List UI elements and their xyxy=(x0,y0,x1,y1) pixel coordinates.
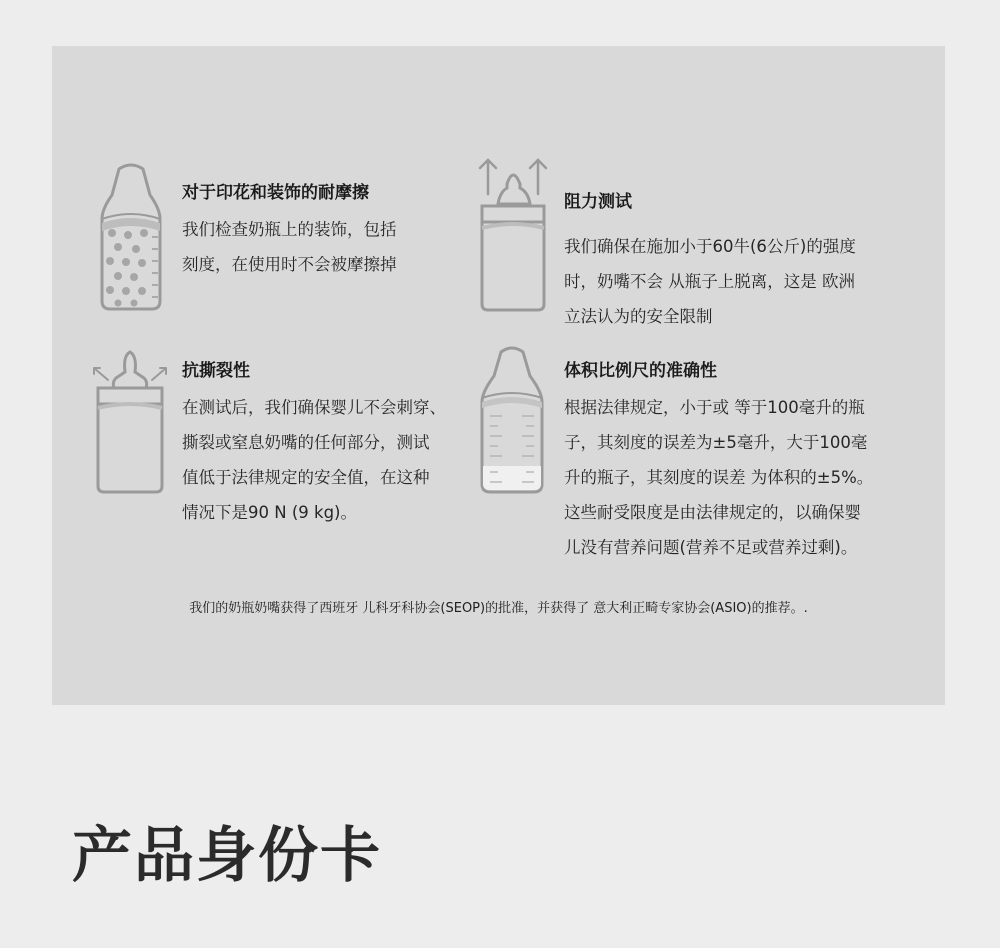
section-line: 这些耐受限度是由法律规定的，以确保婴 xyxy=(564,503,861,522)
info-panel xyxy=(52,46,945,705)
section-line: 我们检查奶瓶上的装饰，包括 xyxy=(182,220,397,239)
section-resistance-test xyxy=(564,191,856,334)
section-body xyxy=(564,390,873,565)
section-line: 时，奶嘴不会 从瓶子上脱离，这是 欧洲 xyxy=(564,272,855,291)
section-heading: 对于印花和装饰的耐摩擦 xyxy=(182,183,369,203)
section-body xyxy=(564,229,856,334)
section-line: 值低于法律规定的安全值，在这种 xyxy=(182,468,430,487)
section-body xyxy=(182,212,397,282)
pull-resistance-bottle-icon xyxy=(476,154,552,314)
section-line: 我们确保在施加小于60牛(6公斤)的强度 xyxy=(564,237,856,256)
section-line: 立法认为的安全限制 xyxy=(564,307,713,326)
section-line: 撕裂或窒息奶嘴的任何部分，测试 xyxy=(182,433,430,452)
section-heading: 抗撕裂性 xyxy=(182,361,250,381)
section-tear-resistance xyxy=(182,360,446,530)
decorated-bottle-icon xyxy=(96,163,166,313)
section-line: 儿没有营养问题(营养不足或营养过剩)。 xyxy=(564,538,858,557)
tear-resistance-bottle-icon xyxy=(92,346,168,496)
section-line: 刻度，在使用时不会被摩擦掉 xyxy=(182,255,397,274)
section-line: 在测试后，我们确保婴儿不会刺穿、 xyxy=(182,398,446,417)
section-line: 根据法律规定，小于或 等于100毫升的瓶 xyxy=(564,398,865,417)
section-heading: 体积比例尺的准确性 xyxy=(564,361,717,381)
section-line: 子，其刻度的误差为±5毫升，大于100毫 xyxy=(564,433,868,452)
section-line: 情况下是90 N (9 kg)。 xyxy=(182,503,357,522)
section-print-decoration xyxy=(182,182,397,282)
approval-note: 我们的奶瓶奶嘴获得了西班牙 儿科牙科协会(SEOP)的批准，并获得了 意大利正畸专家协会(ASIO)的推荐。. xyxy=(189,601,808,616)
section-body xyxy=(182,390,446,530)
graduated-bottle-icon xyxy=(476,346,548,494)
section-volume-scale-accuracy xyxy=(564,360,873,565)
page-title: 产品身份卡 xyxy=(72,821,382,891)
section-line: 升的瓶子，其刻度的误差 为体积的±5%。 xyxy=(564,468,874,487)
section-heading: 阻力测试 xyxy=(564,192,632,212)
